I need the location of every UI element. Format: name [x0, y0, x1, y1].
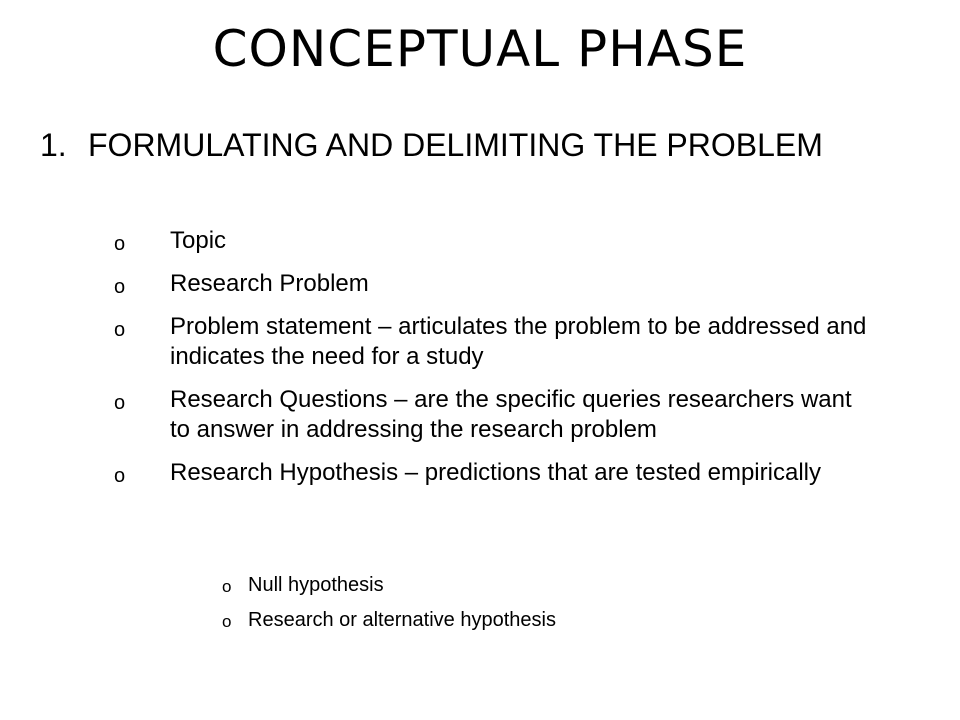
bullet-research-hypothesis	[114, 458, 874, 488]
sub-bullet-null-hypothesis	[222, 573, 822, 597]
sub-bullet-text: Research or alternative hypothesis	[248, 609, 556, 631]
bullet-research-problem	[114, 269, 874, 299]
bullet-circle-icon: o	[114, 233, 126, 255]
sub-bullet-alternative-hypothesis	[222, 608, 822, 632]
sub-bullet-list	[222, 573, 822, 643]
bullet-problem-statement	[114, 312, 874, 372]
bullet-text: Problem statement – articulates the problem to be addressed and indicates the need for a study	[170, 313, 867, 370]
bullet-circle-icon: o	[222, 612, 232, 631]
bullet-text: Research Hypothesis – predictions that are tested empirically	[170, 459, 821, 486]
bullet-text: Research Questions – are the specific queries researchers want to answer in addressing the research problem	[170, 386, 852, 443]
bullet-topic	[114, 226, 874, 256]
bullet-list	[114, 226, 874, 501]
bullet-research-questions	[114, 385, 874, 445]
bullet-circle-icon: o	[222, 577, 232, 596]
bullet-circle-icon: o	[114, 319, 126, 341]
bullet-circle-icon: o	[114, 276, 126, 298]
main-list-text: FORMULATING AND DELIMITING THE PROBLEM	[88, 127, 823, 163]
main-list-number: 1.	[40, 127, 67, 163]
bullet-text: Research Problem	[170, 270, 369, 297]
bullet-circle-icon: o	[114, 465, 126, 487]
bullet-text: Topic	[170, 227, 227, 254]
bullet-circle-icon: o	[114, 392, 126, 414]
slide-title: CONCEPTUAL PHASE	[212, 20, 748, 78]
sub-bullet-text: Null hypothesis	[248, 574, 384, 596]
main-list-item	[40, 126, 900, 164]
